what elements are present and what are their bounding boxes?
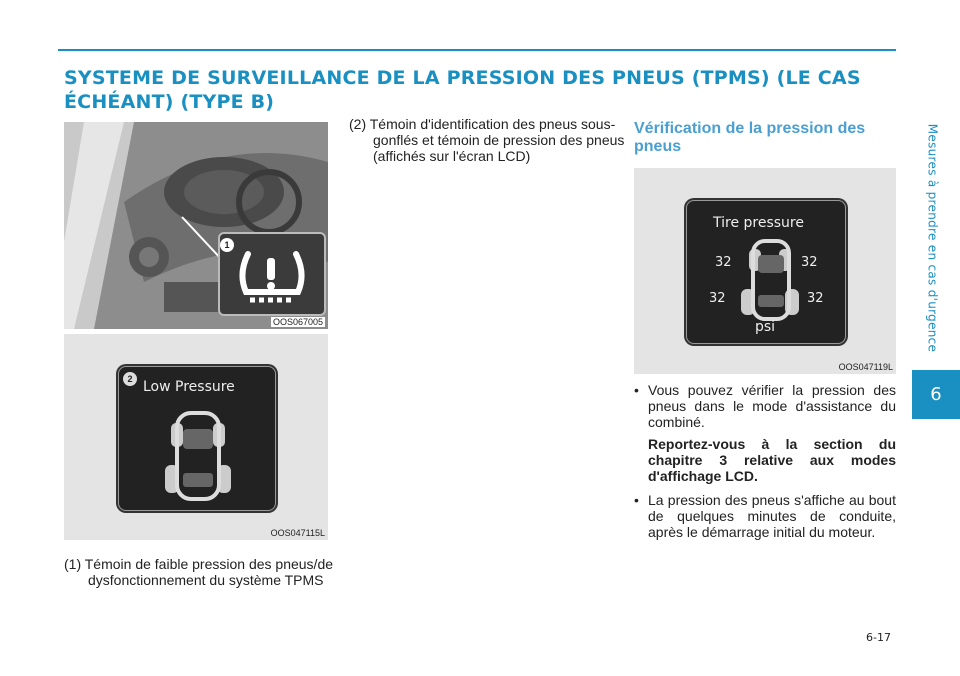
low-pressure-figure — [64, 334, 328, 540]
low-pressure-display — [118, 366, 276, 511]
section-heading: Vérification de la pression des pneus — [634, 120, 866, 155]
page-title: SYSTEME DE SURVEILLANCE DE LA PRESSION DES PNEUS (TPMS) (LE CAS ÉCHÉANT) (TYPE B) — [64, 67, 861, 113]
bullet-item: • Vous pouvez vérifier la pression des pneus dans le mode d'assistance du combiné. Reportez-vous à la section du chapitre 3 relative aux modes d'affichage LCD. — [634, 382, 896, 484]
rear-left-pressure: 32 — [709, 291, 726, 306]
front-right-pressure: 32 — [801, 255, 818, 270]
page-number: 6-17 — [866, 631, 891, 644]
caption-item-1: (1) Témoin de faible pression des pneus/de dysfonctionnement du système TPMS — [64, 556, 334, 588]
callout-2: 2 — [123, 372, 137, 386]
tpms-warning-icon — [220, 234, 324, 314]
figure-code: OOS047119L — [838, 362, 893, 372]
bullet-icon: • — [634, 492, 639, 508]
rear-right-pressure: 32 — [807, 291, 824, 306]
car-top-view-icon — [119, 367, 275, 510]
bullet-item: • La pression des pneus s'affiche au bout de quelques minutes de conduite, après le démarrage initial du moteur. — [634, 492, 896, 540]
caption-item-2: (2) Témoin d'identification des pneus sous-gonflés et témoin de pression des pneus (affichés sur l'écran LCD) — [349, 116, 625, 164]
tpms-warning-inset — [218, 232, 326, 316]
tire-pressure-figure — [634, 168, 896, 374]
figure-code: OOS047115L — [270, 528, 325, 538]
tire-pressure-display — [686, 200, 846, 344]
front-left-pressure: 32 — [715, 255, 732, 270]
callout-1: 1 — [220, 238, 234, 252]
figure-code: OOS067005 — [272, 317, 323, 327]
chapter-tab[interactable]: 6 — [912, 370, 960, 419]
header-rule — [58, 49, 896, 51]
low-pressure-label: Low Pressure — [143, 379, 235, 395]
pressure-unit: psi — [755, 319, 776, 335]
bullet-icon: • — [634, 382, 639, 398]
dashboard-figure — [64, 122, 328, 329]
tire-pressure-label: Tire pressure — [713, 215, 804, 231]
chapter-side-label: Mesures à prendre en cas d'urgence — [925, 123, 939, 353]
bullet-note: Reportez-vous à la section du chapitre 3 relative aux modes d'affichage LCD. — [648, 436, 896, 484]
